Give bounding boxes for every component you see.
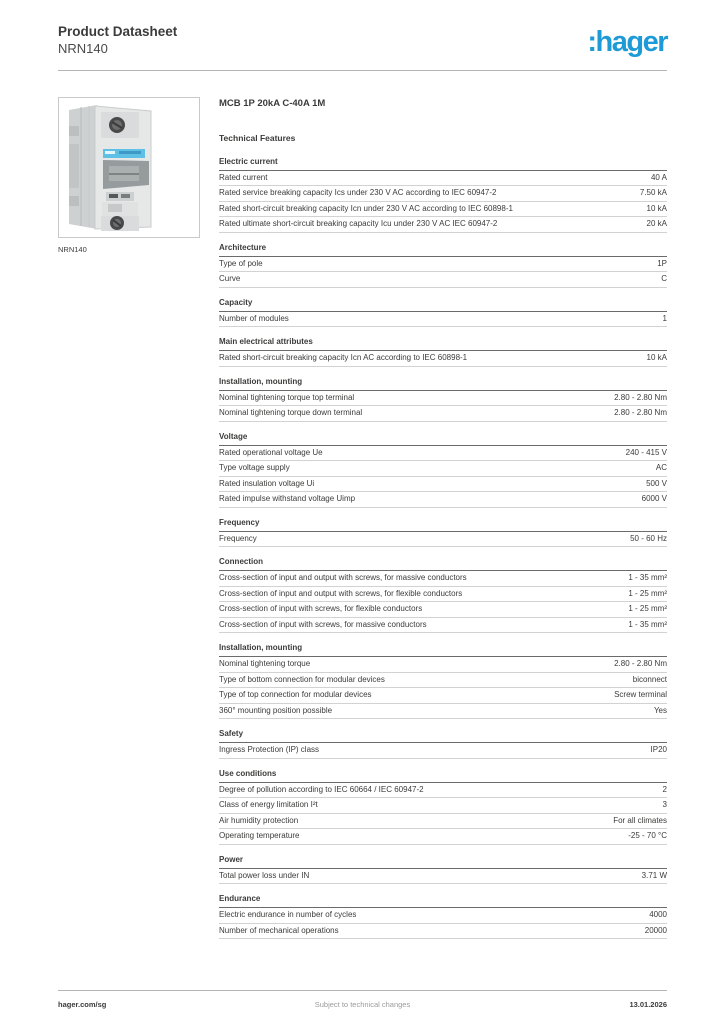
spec-label: Cross-section of input and output with screws, for massive conductors [219,573,467,583]
section-title: Connection [219,557,667,571]
section-rows [219,657,667,719]
spec-row [219,202,667,218]
spec-row [219,673,667,689]
spec-row [219,532,667,548]
spec-label: Nominal tightening torque [219,659,311,669]
section-rows [219,351,667,367]
spec-label: Type voltage supply [219,463,290,473]
section-title: Main electrical attributes [219,337,667,351]
spec-row [219,924,667,940]
spec-section [219,643,667,719]
section-title: Installation, mounting [219,643,667,657]
spec-row [219,492,667,508]
section-rows [219,391,667,422]
spec-label: Nominal tightening torque top terminal [219,392,355,402]
spec-value: 1 - 35 mm² [628,619,667,629]
section-rows [219,571,667,633]
spec-row [219,602,667,618]
image-caption: NRN140 [58,244,87,254]
spec-value: 1 - 25 mm² [628,604,667,614]
spec-section [219,769,667,845]
page-header [58,24,667,58]
spec-label: Total power loss under IN [219,870,310,880]
header-titles [58,24,177,58]
section-title: Electric current [219,157,667,171]
section-title: Installation, mounting [219,377,667,391]
section-rows [219,743,667,759]
technical-features-heading: Technical Features [219,132,296,143]
spec-row [219,814,667,830]
spec-section [219,729,667,759]
section-rows [219,171,667,233]
footer-website: hager.com/sg [58,1000,107,1009]
spec-value: 3.71 W [641,870,667,880]
spec-label: Number of modules [219,313,289,323]
spec-label: Cross-section of input with screws, for flexible conductors [219,604,423,614]
spec-value: 20 kA [646,219,667,229]
spec-section [219,855,667,885]
spec-section [219,298,667,328]
section-rows [219,783,667,845]
spec-label: Curve [219,274,241,284]
spec-label: Rated service breaking capacity Ics under 230 V AC according to IEC 60947-2 [219,188,497,198]
spec-value: 3 [662,800,667,810]
spec-value: 2.80 - 2.80 Nm [614,392,667,402]
spec-section [219,377,667,422]
spec-row [219,688,667,704]
spec-value: 40 A [650,172,667,182]
spec-label: Class of energy limitation I²t [219,800,318,810]
spec-row [219,783,667,799]
spec-row [219,743,667,759]
spec-section [219,894,667,939]
spec-value: 2.80 - 2.80 Nm [614,659,667,669]
spec-label: 360° mounting position possible [219,705,333,715]
spec-value: Screw terminal [614,690,667,700]
spec-value: 1 [662,313,667,323]
spec-value: 6000 V [641,494,667,504]
spec-sections [219,157,667,940]
section-title: Use conditions [219,769,667,783]
section-rows [219,869,667,885]
spec-value: 1P [657,258,667,268]
spec-section [219,157,667,233]
spec-label: Rated impulse withstand voltage Uimp [219,494,356,504]
section-rows [219,532,667,548]
hager-logo: :hager [587,26,667,58]
spec-value: 240 - 415 V [625,447,667,457]
spec-value: 1 - 25 mm² [628,588,667,598]
product-title: MCB 1P 20kA C-40A 1M [219,97,326,109]
section-title: Endurance [219,894,667,908]
spec-label: Cross-section of input and output with screws, for flexible conductors [219,588,463,598]
spec-row [219,461,667,477]
spec-value: 50 - 60 Hz [630,533,667,543]
spec-row [219,571,667,587]
spec-value: 10 kA [646,203,667,213]
spec-value: C [661,274,667,284]
product-image [58,97,200,238]
spec-row [219,186,667,202]
spec-section [219,432,667,508]
spec-value: biconnect [632,674,667,684]
spec-section [219,518,667,548]
section-rows [219,312,667,328]
spec-row [219,351,667,367]
spec-section [219,337,667,367]
spec-value: 500 V [646,478,667,488]
section-rows [219,446,667,508]
spec-row [219,869,667,885]
section-title: Safety [219,729,667,743]
section-rows [219,908,667,939]
section-title: Capacity [219,298,667,312]
header-divider [58,70,667,71]
spec-value: -25 - 70 °C [628,831,667,841]
spec-label: Air humidity protection [219,815,299,825]
mcb-photo [59,98,199,237]
spec-row [219,446,667,462]
spec-label: Rated short-circuit breaking capacity Icn under 230 V AC according to IEC 60898-1 [219,203,513,213]
content-area [58,97,667,940]
section-title: Voltage [219,432,667,446]
spec-row [219,391,667,407]
spec-row [219,272,667,288]
spec-section [219,557,667,633]
spec-row [219,587,667,603]
section-title: Frequency [219,518,667,532]
spec-label: Type of bottom connection for modular devices [219,674,385,684]
spec-row [219,704,667,720]
spec-row [219,217,667,233]
product-reference: NRN140 [58,40,108,56]
page-footer [58,990,667,1024]
spec-label: Electric endurance in number of cycles [219,910,357,920]
spec-label: Degree of pollution according to IEC 60664 / IEC 60947-2 [219,784,424,794]
footer-disclaimer: Subject to technical changes [314,1000,411,1009]
spec-row [219,908,667,924]
image-column [58,97,200,940]
spec-value: 2.80 - 2.80 Nm [614,408,667,418]
specs-column [219,97,667,940]
spec-label: Frequency [219,533,257,543]
spec-label: Type of pole [219,258,263,268]
spec-value: AC [655,463,667,473]
spec-value: 7.50 kA [639,188,667,198]
spec-value: 2 [662,784,667,794]
spec-value: 20000 [644,925,667,935]
spec-value: Yes [653,705,667,715]
spec-label: Cross-section of input with screws, for massive conductors [219,619,427,629]
spec-value: 10 kA [646,353,667,363]
spec-label: Rated short-circuit breaking capacity Icn AC according to IEC 60898-1 [219,353,468,363]
spec-row [219,406,667,422]
section-rows [219,257,667,288]
footer-date: 13.01.2026 [629,1000,667,1009]
section-title: Power [219,855,667,869]
spec-row [219,257,667,273]
spec-label: Operating temperature [219,831,300,841]
spec-label: Ingress Protection (IP) class [219,745,320,755]
spec-label: Rated insulation voltage Ui [219,478,315,488]
section-title: Architecture [219,243,667,257]
spec-section [219,243,667,288]
spec-label: Rated ultimate short-circuit breaking capacity Icu under 230 V AC IEC 60947-2 [219,219,498,229]
document-title: Product Datasheet [58,24,178,39]
spec-label: Number of mechanical operations [219,925,339,935]
spec-value: IP20 [650,745,667,755]
spec-value: For all climates [613,815,667,825]
spec-row [219,798,667,814]
footer-row [58,1000,667,1009]
spec-row [219,171,667,187]
spec-row [219,477,667,493]
spec-row [219,829,667,845]
spec-label: Rated current [219,172,268,182]
spec-label: Nominal tightening torque down terminal [219,408,363,418]
spec-value: 4000 [649,910,667,920]
spec-value: 1 - 35 mm² [628,573,667,583]
spec-label: Rated operational voltage Ue [219,447,323,457]
spec-label: Type of top connection for modular devices [219,690,372,700]
spec-row [219,657,667,673]
spec-row [219,618,667,634]
spec-row [219,312,667,328]
